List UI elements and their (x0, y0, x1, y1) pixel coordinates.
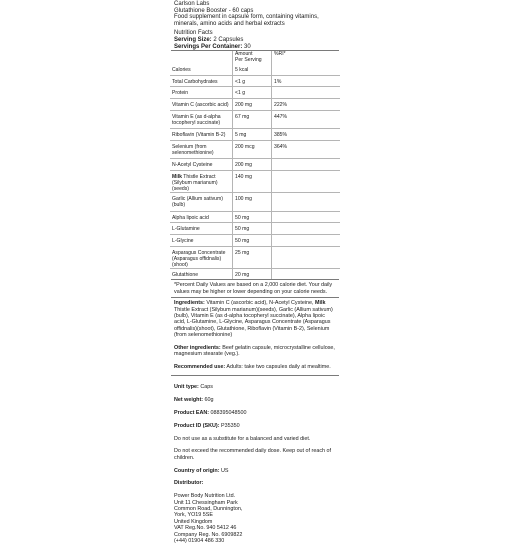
table-row (170, 268, 340, 279)
distributor-address: Power Body Nutrition Ltd. Unit 11 Chessingham Park Common Road, Dunnington, York, YO19 5SE United Kingdom VAT Reg.No. 940 5412 46 Company Reg. No. 6909822 (+44) 01904 486 330 (174, 493, 243, 545)
nutrient-amount: 200 mg (233, 98, 272, 110)
table-header-row (170, 51, 340, 64)
nutrient-ri (272, 87, 341, 99)
net-weight (174, 397, 336, 403)
nutrient-amount: 5 kcal (233, 64, 272, 75)
nutrition-rows (170, 64, 340, 279)
product-ean (174, 410, 336, 416)
ingredients-text-after: Thistle Extract (Silybum marianum)(seeds), Garlic (Allium sativum)(bulb), Vitamin E (as d-alpha tocopheryl succinate), Alpha lipoic acid, L-Glutamine, L-Glycine, Asparagus Concentrate (Asparagus offidnalis)(shoot), Glutathione, Riboflavin (Vitamin B-2), Selenium (from selenomethionine) (174, 306, 333, 339)
net-weight-value: 60g (203, 397, 214, 404)
nutrition-table (170, 51, 340, 279)
nutrient-ri (272, 64, 341, 75)
nutrient-name (170, 193, 233, 212)
warning-daily-dose: Do not exceed the recommended daily dose. Keep out of reach of children. (174, 448, 332, 461)
brand-name: Carlson Labs (174, 1, 210, 7)
nutrient-ri (272, 268, 341, 279)
recommended-use-label: Recommended use: (174, 363, 226, 370)
nutrient-ri (272, 159, 341, 171)
recommended-use (170, 362, 340, 372)
nutrient-name-text: Total Carbohydrates (172, 78, 218, 85)
table-row (170, 140, 340, 159)
nutrient-amount: <1 g (233, 75, 272, 87)
nutrient-amount: 50 mg (233, 211, 272, 223)
ingredients-label: Ingredients: (174, 300, 205, 307)
nutrient-ri (272, 170, 341, 192)
unit-type-value: Caps (198, 384, 213, 391)
nutrient-ri (272, 234, 341, 246)
product-info (170, 376, 340, 553)
nutrient-name (170, 75, 233, 87)
product-description: Food supplement in capsule form, containing vitamins, minerals, amino acids and herbal extracts (174, 14, 319, 27)
nutrient-amount: 25 mg (233, 246, 272, 268)
nutrient-ri: 364% (272, 140, 341, 159)
product-sku (174, 423, 336, 429)
facts-heading: Nutrition Facts (174, 30, 213, 37)
other-ingredients (170, 343, 340, 360)
country-label: Country of origin: (174, 467, 220, 474)
daily-value-footnote: *Percent Daily Values are based on a 2,000 calorie diet. Your daily values may be higher or lower depending on your calorie needs. (174, 282, 333, 295)
table-row (170, 211, 340, 223)
nutrient-name-text: Vitamin E (as d-alpha tocopheryl succinate) (172, 113, 221, 126)
nutrient-name (170, 223, 233, 235)
recommended-use-text: Adults: take two capsules daily at mealtime. (225, 363, 331, 370)
table-row (170, 75, 340, 87)
warning-balanced-diet: Do not use as a substitute for a balanced and varied diet. (174, 435, 311, 442)
nutrient-amount: 67 mg (233, 110, 272, 129)
column-header-ri: %RI* (274, 51, 286, 58)
ingredients-allergen: Milk (315, 300, 326, 307)
table-row (170, 223, 340, 235)
nutrient-name-allergen: Milk (172, 173, 182, 180)
nutrient-ri: 1% (272, 75, 341, 87)
nutrient-name-text: Alpha lipoic acid (172, 214, 209, 221)
nutrient-name (170, 246, 233, 268)
nutrient-ri: 447% (272, 110, 341, 129)
table-row (170, 234, 340, 246)
nutrient-ri (272, 246, 341, 268)
table-row (170, 193, 340, 212)
column-header-amount: Amount Per Serving (233, 51, 272, 64)
product-sku-value: P35350 (219, 422, 240, 429)
nutrient-amount: 200 mcg (233, 140, 272, 159)
nutrient-amount: 20 mg (233, 268, 272, 279)
serving-size-label: Serving Size: (174, 36, 212, 43)
nutrient-ri: 222% (272, 98, 341, 110)
nutrient-name-text: Selenium (from selenomethionine) (172, 143, 214, 156)
distributor-label: Distributor: (174, 480, 204, 487)
nutrient-name-text: Thistle Extract (Silybum marianum)(seeds) (172, 173, 218, 193)
nutrient-amount: 50 mg (233, 234, 272, 246)
nutrient-ri (272, 223, 341, 235)
nutrient-name (170, 170, 233, 192)
nutrient-name (170, 64, 233, 75)
nutrient-name (170, 159, 233, 171)
ingredients (170, 298, 340, 340)
table-row (170, 170, 340, 192)
nutrient-name-text: Glutathione (172, 271, 199, 278)
nutrient-name-text: N-Acetyl Cysteine (172, 162, 213, 169)
nutrient-amount: 140 mg (233, 170, 272, 192)
table-row (170, 129, 340, 141)
product-ean-value: 088395048500 (209, 409, 247, 416)
servings-per-container-value: 30 (244, 43, 251, 50)
other-ingredients-text: Beef gelatin capsule, microcrystalline cellulose, magnesium stearate (veg.). (174, 344, 335, 358)
nutrient-amount: 200 mg (233, 159, 272, 171)
nutrient-name (170, 268, 233, 279)
nutrient-name-text: Garlic (Allium sativum)(bulb) (172, 196, 223, 209)
product-ean-label: Product EAN: (174, 409, 210, 416)
table-row (170, 159, 340, 171)
table-row (170, 87, 340, 99)
ingredients-text-before: Vitamin C (ascorbic acid), N-Acetyl Cysteine, (204, 300, 316, 307)
supplement-label (170, 0, 340, 545)
nutrient-name-text: Calories (172, 67, 191, 74)
other-ingredients-label: Other ingredients: (174, 344, 221, 351)
nutrient-ri (272, 211, 341, 223)
nutrient-name (170, 140, 233, 159)
nutrient-name-text: L-Glycine (172, 237, 194, 244)
unit-type (174, 384, 336, 390)
table-row (170, 110, 340, 129)
nutrient-ri: 385% (272, 129, 341, 141)
unit-type-label: Unit type: (174, 384, 199, 391)
product-name: Glutathione Booster - 60 caps (174, 7, 254, 14)
nutrient-amount: 5 mg (233, 129, 272, 141)
country-of-origin (174, 468, 336, 474)
serving-size (174, 37, 336, 44)
nutrient-name-text: L-Glutamine (172, 226, 200, 233)
nutrient-amount: <1 g (233, 87, 272, 99)
table-row (170, 98, 340, 110)
nutrient-amount: 100 mg (233, 193, 272, 212)
serving-size-value: 2 Capsules (213, 36, 244, 43)
nutrient-name (170, 129, 233, 141)
net-weight-label: Net weight: (174, 397, 204, 404)
nutrient-name-text: Protein (172, 90, 189, 97)
country-value: US (219, 467, 229, 474)
nutrient-name (170, 98, 233, 110)
nutrient-name (170, 234, 233, 246)
product-sku-label: Product ID (SKU): (174, 422, 220, 429)
nutrient-name (170, 87, 233, 99)
servings-per-container-label: Servings Per Container: (174, 43, 243, 50)
nutrient-amount: 50 mg (233, 223, 272, 235)
nutrient-name (170, 110, 233, 129)
column-header-name (170, 51, 233, 64)
table-row (170, 246, 340, 268)
servings-per-container (174, 44, 336, 51)
nutrient-name-text: Asparagus Concentrate (Asparagus offidnalis)(shoot) (172, 249, 226, 268)
nutrient-name-text: Vitamin C (ascorbic acid) (172, 101, 229, 108)
nutrient-name-text: Riboflavin (Vitamin B-2) (172, 132, 226, 139)
nutrient-name (170, 211, 233, 223)
nutrient-ri (272, 193, 341, 212)
product-header (170, 0, 340, 50)
table-row (170, 64, 340, 75)
